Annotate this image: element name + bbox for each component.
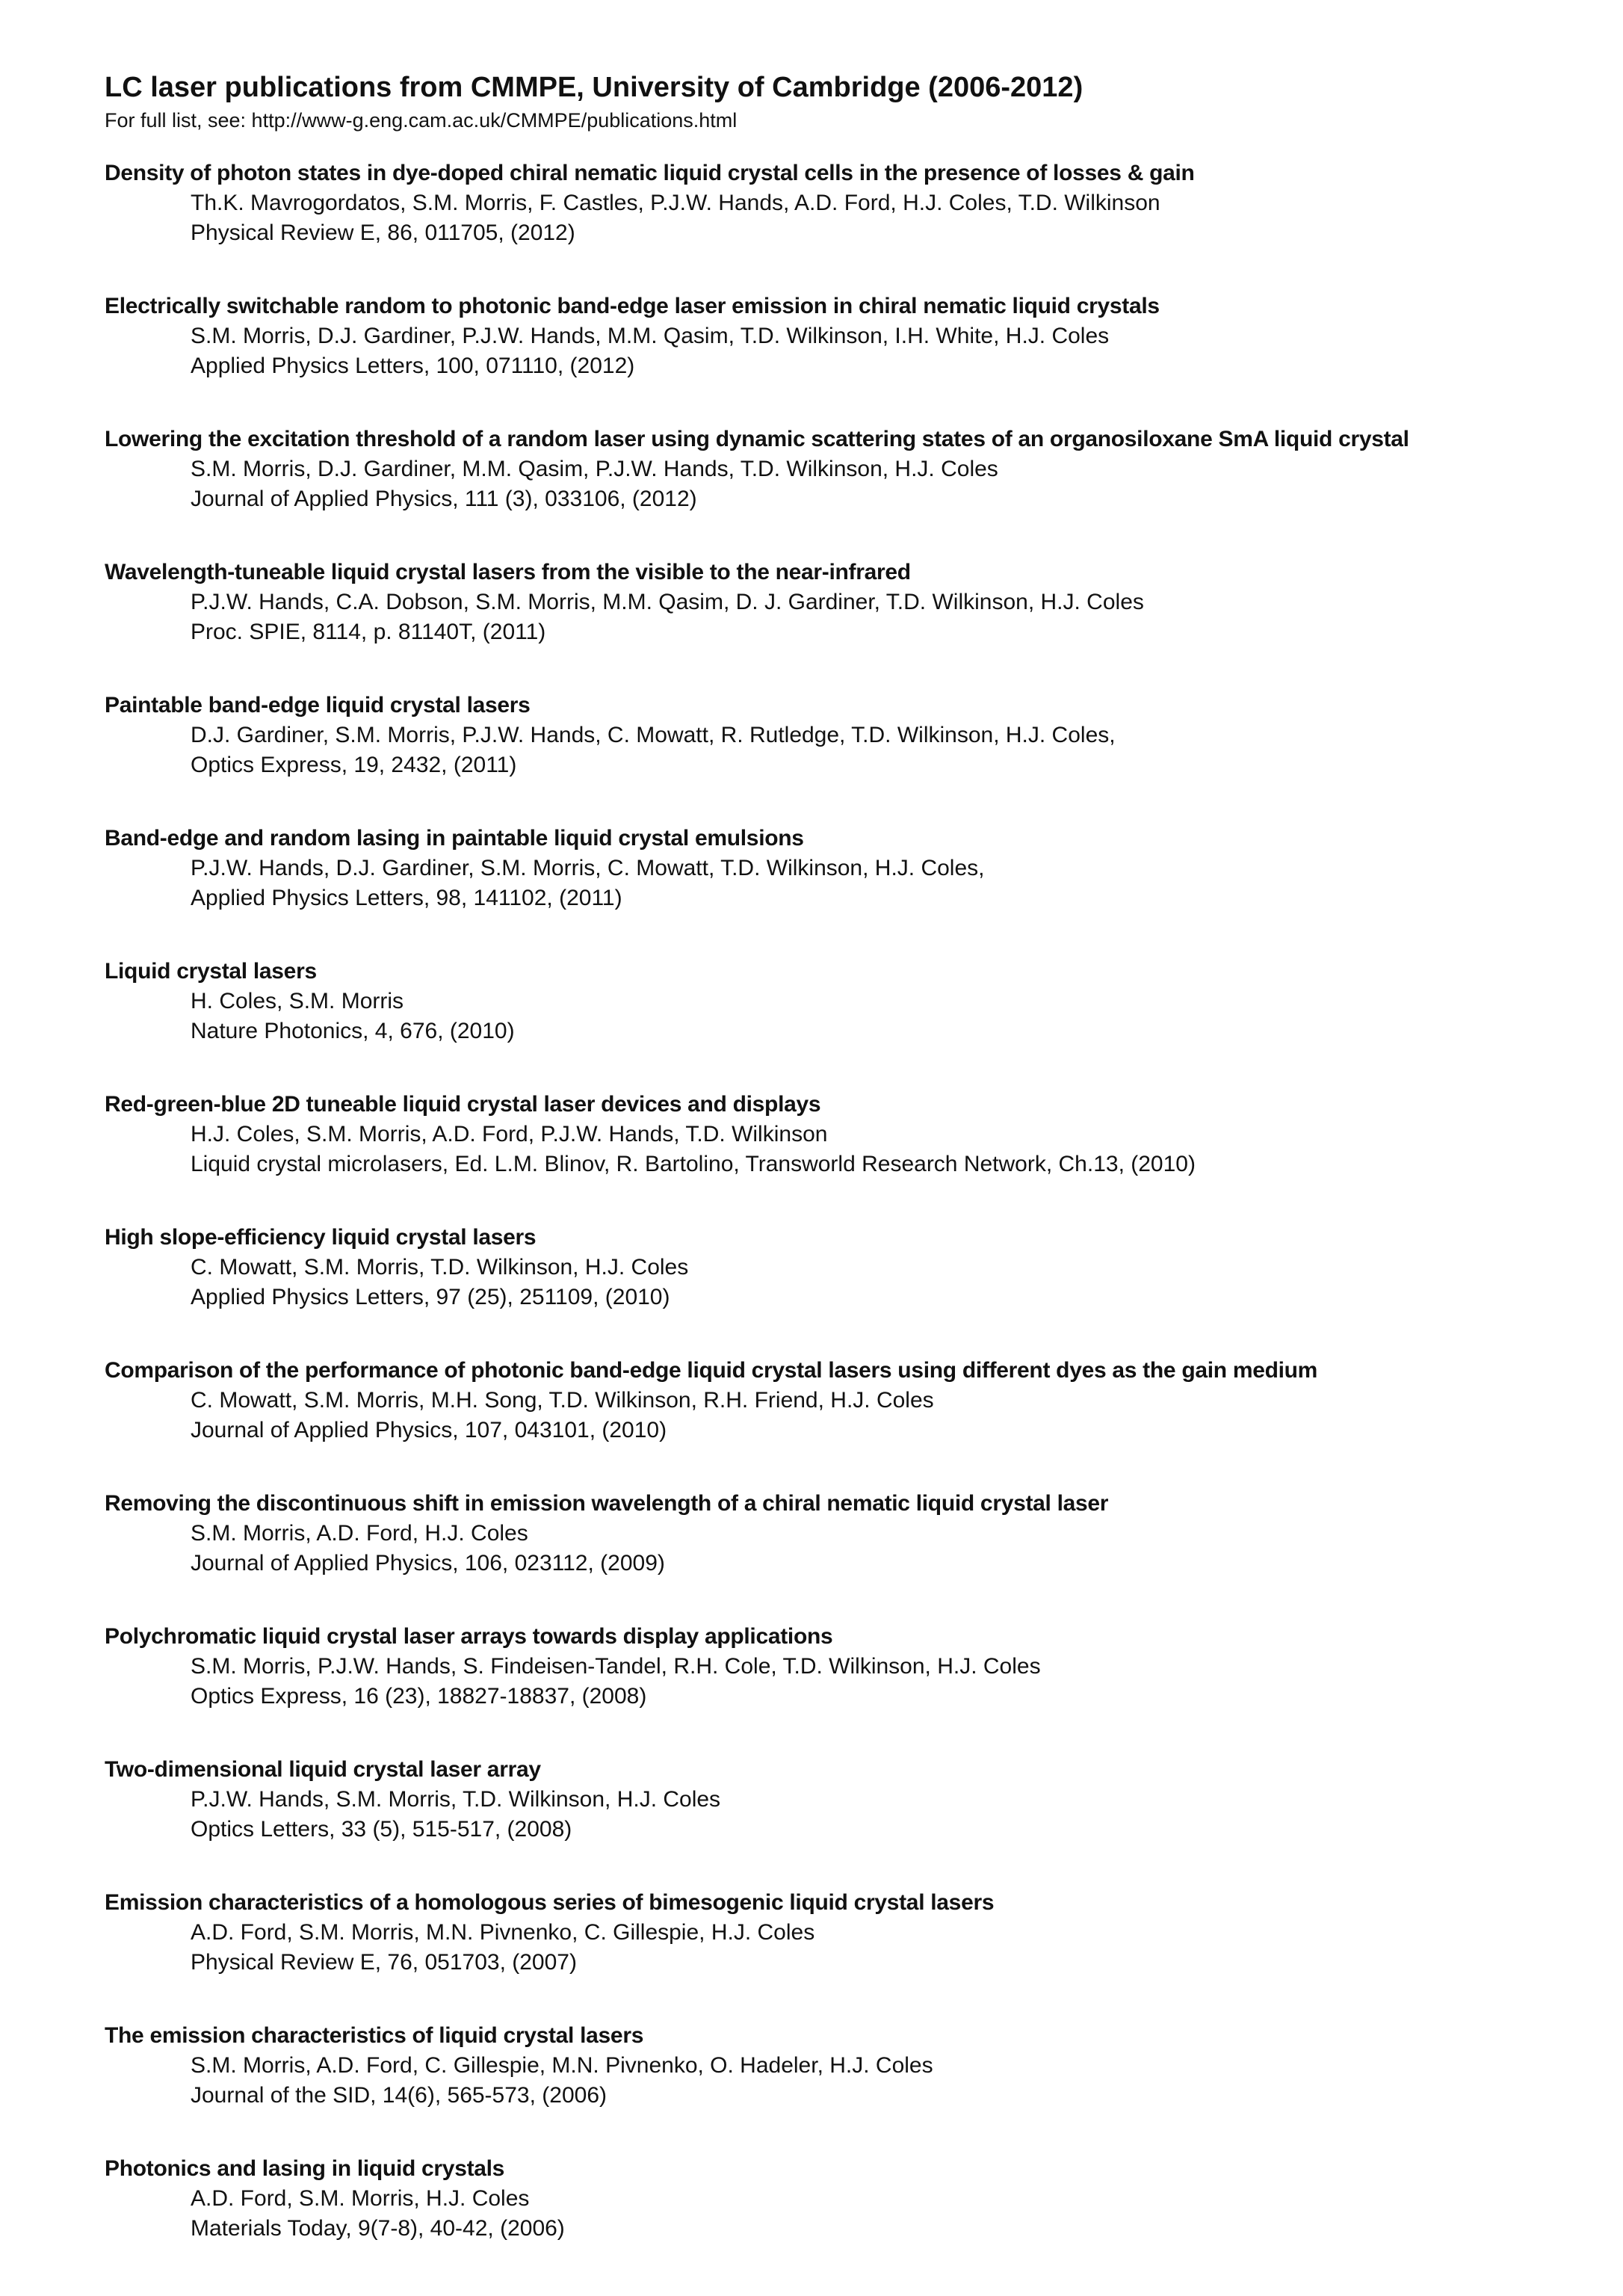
publication-reference: Physical Review E, 86, 011705, (2012) (191, 220, 575, 245)
publication-title: Electrically switchable random to photonic band-edge laser emission in chiral nematic liquid crystals (105, 294, 1160, 318)
publication-authors: A.D. Ford, S.M. Morris, M.N. Pivnenko, C. Gillespie, H.J. Coles (191, 1920, 815, 1945)
publication-title: Photonics and lasing in liquid crystals (105, 2156, 505, 2181)
publication-entry (105, 1356, 1563, 1489)
publication-authors: H. Coles, S.M. Morris (191, 989, 404, 1013)
publication-reference: Nature Photonics, 4, 676, (2010) (191, 1019, 515, 1043)
publication-entry (105, 2021, 1563, 2154)
publication-title: Wavelength-tuneable liquid crystal lasers from the visible to the near-infrared (105, 560, 911, 584)
publication-reference: Journal of Applied Physics, 107, 043101, (2010) (191, 1418, 667, 1442)
publication-title: Density of photon states in dye-doped chiral nematic liquid crystal cells in the presence of losses & gain (105, 161, 1195, 185)
publication-entry (105, 824, 1563, 957)
publication-entry (105, 691, 1563, 824)
publication-reference: Optics Express, 19, 2432, (2011) (191, 753, 517, 777)
publication-title: Band-edge and random lasing in paintable liquid crystal emulsions (105, 826, 804, 851)
publication-entry (105, 425, 1563, 558)
page-subtitle: For full list, see: http://www-g.eng.cam.ac.uk/CMMPE/publications.html (105, 109, 738, 132)
publication-title: High slope-efficiency liquid crystal lasers (105, 1225, 537, 1250)
publication-title: Lowering the excitation threshold of a random laser using dynamic scattering states of an organosiloxane SmA liquid crystal (105, 427, 1409, 451)
publication-entry (105, 1622, 1563, 1755)
publication-entry (105, 558, 1563, 691)
publication-entry (105, 957, 1563, 1090)
publication-title: Emission characteristics of a homologous series of bimesogenic liquid crystal lasers (105, 1890, 995, 1915)
publication-title: Red-green-blue 2D tuneable liquid crystal laser devices and displays (105, 1092, 821, 1117)
publication-authors: S.M. Morris, P.J.W. Hands, S. Findeisen-Tandel, R.H. Cole, T.D. Wilkinson, H.J. Coles (191, 1654, 1041, 1679)
publication-title: Comparison of the performance of photonic band-edge liquid crystal lasers using different dyes as the gain medium (105, 1358, 1318, 1383)
publication-entry (105, 1888, 1563, 2021)
publication-reference: Applied Physics Letters, 98, 141102, (2011) (191, 886, 622, 910)
publication-authors: P.J.W. Hands, D.J. Gardiner, S.M. Morris, C. Mowatt, T.D. Wilkinson, H.J. Coles, (191, 856, 985, 880)
publication-authors: P.J.W. Hands, C.A. Dobson, S.M. Morris, M.M. Qasim, D. J. Gardiner, T.D. Wilkinson, H.J. Coles (191, 590, 1144, 614)
publication-authors: C. Mowatt, S.M. Morris, T.D. Wilkinson, H.J. Coles (191, 1255, 689, 1280)
publication-authors: S.M. Morris, A.D. Ford, H.J. Coles (191, 1521, 528, 1546)
publication-reference: Proc. SPIE, 8114, p. 81140T, (2011) (191, 620, 546, 644)
publication-reference: Journal of the SID, 14(6), 565-573, (2006) (191, 2083, 607, 2108)
publication-authors: P.J.W. Hands, S.M. Morris, T.D. Wilkinson, H.J. Coles (191, 1787, 721, 1812)
publication-authors: D.J. Gardiner, S.M. Morris, P.J.W. Hands, C. Mowatt, R. Rutledge, T.D. Wilkinson, H.J. Coles, (191, 723, 1116, 747)
publication-title: Two-dimensional liquid crystal laser array (105, 1757, 541, 1782)
publication-authors: S.M. Morris, A.D. Ford, C. Gillespie, M.N. Pivnenko, O. Hadeler, H.J. Coles (191, 2053, 933, 2078)
publication-entry (105, 158, 1563, 291)
publication-title: Paintable band-edge liquid crystal lasers (105, 693, 531, 718)
publication-title: The emission characteristics of liquid crystal lasers (105, 2023, 644, 2048)
publication-title: Removing the discontinuous shift in emission wavelength of a chiral nematic liquid crystal laser (105, 1491, 1109, 1516)
publication-entry (105, 1090, 1563, 1223)
publication-title: Polychromatic liquid crystal laser arrays towards display applications (105, 1624, 833, 1649)
publication-reference: Optics Letters, 33 (5), 515-517, (2008) (191, 1817, 572, 1842)
publication-authors: S.M. Morris, D.J. Gardiner, M.M. Qasim, P.J.W. Hands, T.D. Wilkinson, H.J. Coles (191, 457, 998, 481)
page-title: LC laser publications from CMMPE, University of Cambridge (2006-2012) (105, 72, 1083, 103)
publication-authors: S.M. Morris, D.J. Gardiner, P.J.W. Hands, M.M. Qasim, T.D. Wilkinson, I.H. White, H.J. Coles (191, 324, 1110, 348)
publication-reference: Physical Review E, 76, 051703, (2007) (191, 1950, 577, 1975)
publication-reference: Liquid crystal microlasers, Ed. L.M. Blinov, R. Bartolino, Transworld Research Network, Ch.13, (2010) (191, 1152, 1196, 1176)
publication-entry (105, 1223, 1563, 1356)
publication-entry (105, 2154, 1563, 2287)
publication-reference: Applied Physics Letters, 97 (25), 251109, (2010) (191, 1285, 670, 1309)
publication-reference: Optics Express, 16 (23), 18827-18837, (2008) (191, 1684, 647, 1709)
publication-reference: Journal of Applied Physics, 106, 023112, (2009) (191, 1551, 665, 1576)
publication-reference: Journal of Applied Physics, 111 (3), 033106, (2012) (191, 487, 697, 511)
publication-authors: C. Mowatt, S.M. Morris, M.H. Song, T.D. Wilkinson, R.H. Friend, H.J. Coles (191, 1388, 934, 1413)
publication-list (105, 158, 1563, 2287)
publication-reference: Materials Today, 9(7-8), 40-42, (2006) (191, 2216, 565, 2241)
publication-entry (105, 291, 1563, 425)
publication-authors: A.D. Ford, S.M. Morris, H.J. Coles (191, 2186, 530, 2211)
publication-authors: H.J. Coles, S.M. Morris, A.D. Ford, P.J.W. Hands, T.D. Wilkinson (191, 1122, 828, 1147)
publication-entry (105, 1489, 1563, 1622)
publication-reference: Applied Physics Letters, 100, 071110, (2012) (191, 354, 635, 378)
publication-authors: Th.K. Mavrogordatos, S.M. Morris, F. Castles, P.J.W. Hands, A.D. Ford, H.J. Coles, T.D. Wilkinson (191, 191, 1160, 215)
publication-entry (105, 1755, 1563, 1888)
publication-title: Liquid crystal lasers (105, 959, 317, 984)
